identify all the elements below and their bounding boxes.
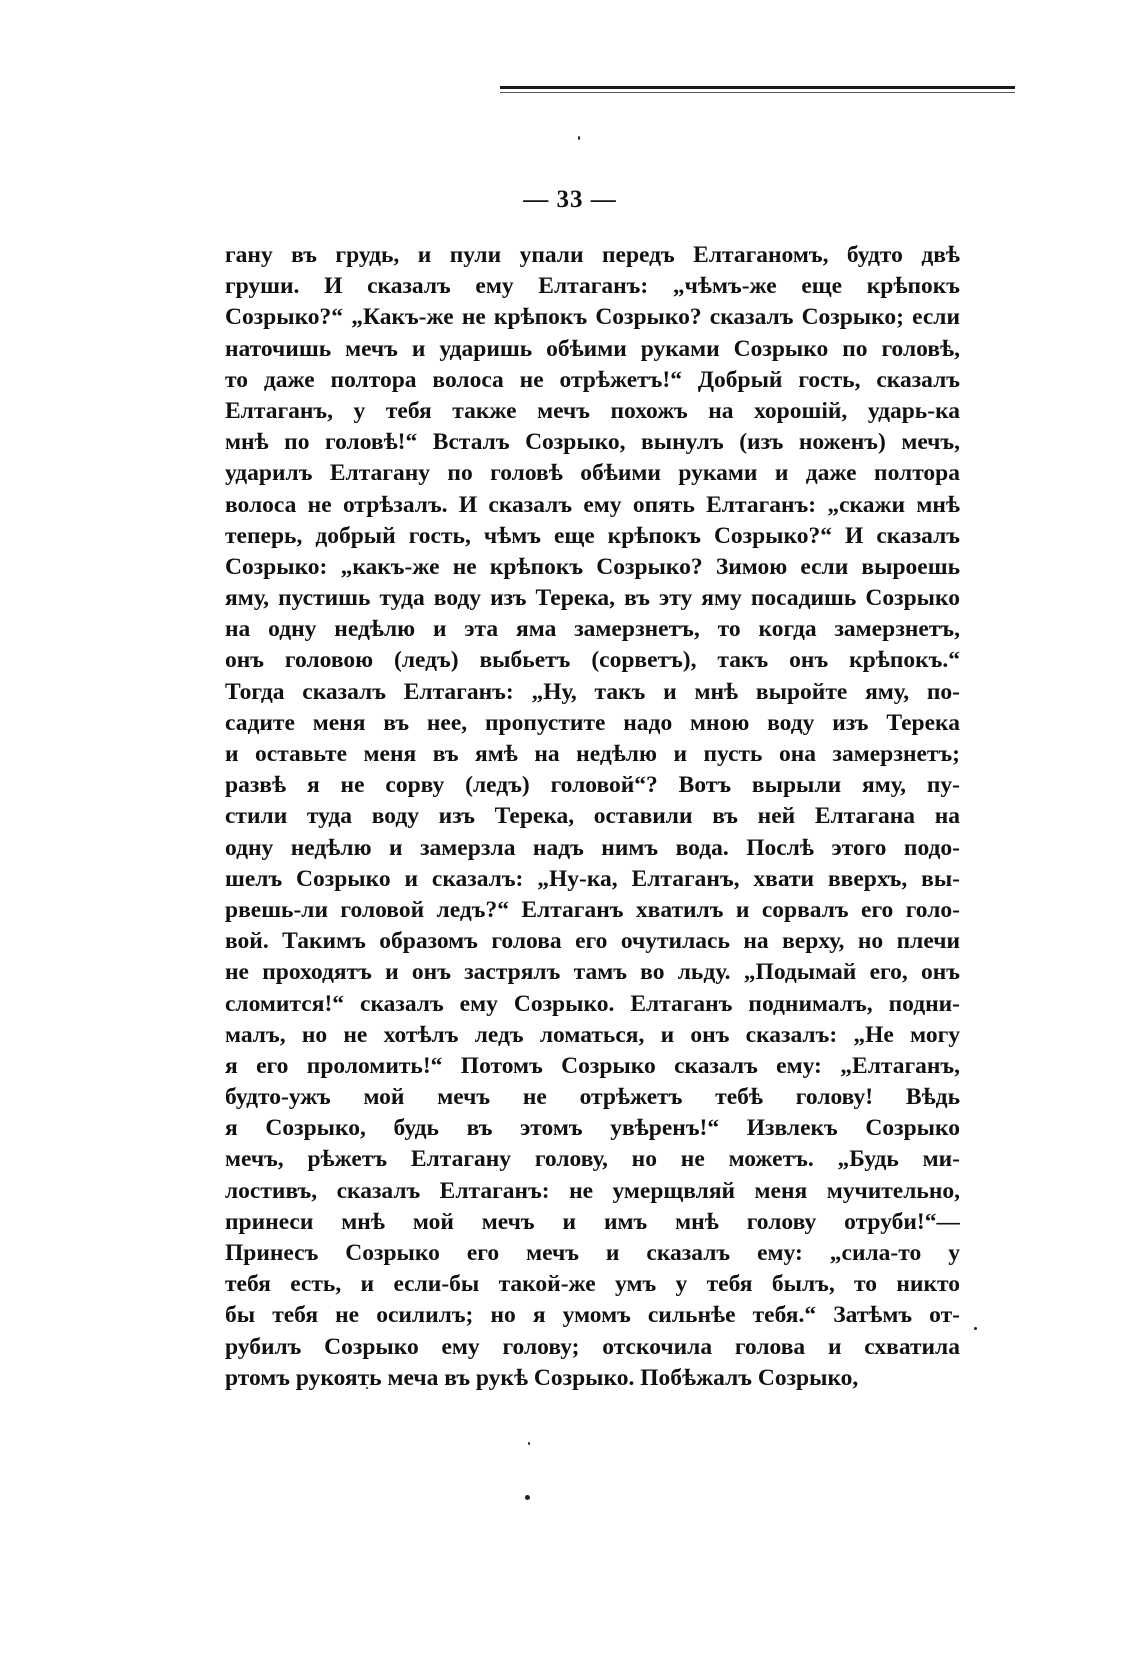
text-line: теперь, добрый гость, чѣмъ еще крѣпокъ Созрыко?“ И сказалъ <box>225 522 960 549</box>
text-line: волоса не отрѣзалъ. И сказалъ ему опять Елтаганъ: „скажи мнѣ <box>225 491 960 518</box>
text-line: наточишь мечъ и ударишь обѣими руками Созрыко по головѣ, <box>225 335 960 362</box>
text-line: малъ, но не хотѣлъ ледъ ломаться, и онъ сказалъ: „Не могу <box>225 1021 960 1048</box>
text-line: онъ головою (ледъ) выбьетъ (сорветъ), такъ онъ крѣпокъ.“ <box>225 647 960 674</box>
text-line: гану въ грудь, и пули упали передъ Елтаганомъ, будто двѣ <box>225 242 960 268</box>
text-line: Созрыко: „какъ-же не крѣпокъ Созрыко? Зимою если выроешь <box>225 553 960 580</box>
text-line: я его проломить!“ Потомъ Созрыко сказалъ ему: „Елтаганъ, <box>225 1052 960 1079</box>
text-line: мнѣ по головѣ!“ Всталъ Созрыко, вынулъ (изъ ноженъ) мечъ, <box>225 429 960 456</box>
page-number: — 33 — <box>523 186 617 213</box>
text-line: садите меня въ нее, пропустите надо мною воду изъ Терека <box>225 709 960 736</box>
text-line: я Созрыко, будь въ этомъ увѣренъ!“ Извлекъ Созрыко <box>225 1115 960 1142</box>
text-line: сломится!“ сказалъ ему Созрыко. Елтаганъ поднималъ, подни- <box>225 990 960 1017</box>
text-line: рубилъ Созрыко ему голову; отскочила голова и схватила <box>225 1333 960 1360</box>
text-line: то даже полтора волоса не отрѣжетъ!“ Добрый гость, сказалъ <box>225 366 960 393</box>
print-speck <box>578 136 580 140</box>
text-line: одну недѣлю и замерзла надъ нимъ вода. Послѣ этого подо- <box>225 834 960 861</box>
text-line: будто-ужъ мой мечъ не отрѣжетъ тебѣ голову! Вѣдь <box>225 1084 960 1111</box>
header-rule <box>500 86 1015 89</box>
text-line: Принесъ Созрыко его мечъ и сказалъ ему: „сила-то у <box>225 1240 960 1266</box>
text-line: Созрыко?“ „Какъ-же не крѣпокъ Созрыко? сказалъ Созрыко; если <box>225 304 960 331</box>
print-speck <box>525 1495 530 1500</box>
text-line: лостивъ, сказалъ Елтаганъ: не умерщвляй меня мучительно, <box>225 1177 960 1204</box>
print-speck <box>528 1442 530 1445</box>
text-line: ударилъ Елтагану по головѣ обѣими руками и даже полтора <box>225 460 960 487</box>
text-line: груши. И сказалъ ему Елтаганъ: „чѣмъ-же еще крѣпокъ <box>225 273 960 300</box>
text-line: развѣ я не сорву (ледъ) головой“? Вотъ вырыли яму, пу- <box>225 772 960 799</box>
text-line: не проходятъ и онъ застрялъ тамъ во льду. „Подымай его, онъ <box>225 959 960 986</box>
text-line: бы тебя не осилилъ; но я умомъ сильнѣе тебя.“ Затѣмъ от- <box>225 1302 960 1329</box>
body-text <box>225 240 960 1394</box>
text-line: шелъ Созрыко и сказалъ: „Ну-ка, Елтаганъ, хвати вверхъ, вы- <box>225 865 960 892</box>
text-line: Тогда сказалъ Елтаганъ: „Ну, такъ и мнѣ выройте яму, по- <box>225 678 960 705</box>
text-line: ртомъ рукоять меча въ рукѣ Созрыко. Побѣжалъ Созрыко, <box>225 1364 859 1391</box>
text-line: Елтаганъ, у тебя также мечъ похожъ на хорошій, ударь-ка <box>225 397 960 424</box>
text-line: вой. Такимъ образомъ голова его очутилась на верху, но плечи <box>225 928 960 955</box>
print-speck <box>974 1327 977 1330</box>
text-line: на одну недѣлю и эта яма замерзнетъ, то когда замерзнетъ, <box>225 616 960 643</box>
text-line: тебя есть, и если-бы такой-же умъ у тебя былъ, то никто <box>225 1271 960 1298</box>
text-line: стили туда воду изъ Терека, оставили въ ней Елтагана на <box>225 803 960 830</box>
header-rule-thin <box>500 92 1015 93</box>
text-line: принеси мнѣ мой мечъ и имъ мнѣ голову отруби!“— <box>225 1208 960 1235</box>
text-line: рвешь-ли головой ледъ?“ Елтаганъ хватилъ и сорвалъ его голо- <box>225 896 960 923</box>
text-line: и оставьте меня въ ямѣ на недѣлю и пусть она замерзнетъ; <box>225 741 960 767</box>
text-line: мечъ, рѣжетъ Елтагану голову, но не можетъ. „Будь ми- <box>225 1146 960 1173</box>
text-line: яму, пустишь туда воду изъ Терека, въ эту яму посадишь Созрыко <box>225 585 960 612</box>
